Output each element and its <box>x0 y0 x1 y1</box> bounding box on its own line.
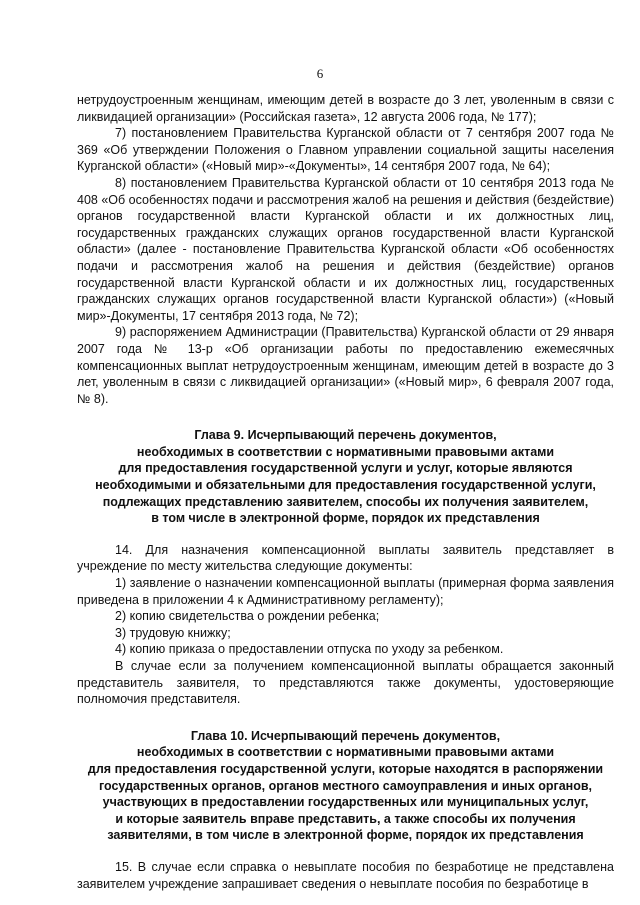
chapter-10-heading-line: для предоставления государственной услуги, которые находятся в распоряжении <box>87 761 604 776</box>
chapter-10-heading-line: заявителями, в том числе в электронной форме, порядок их представления <box>107 828 584 843</box>
paragraph-15: 15. В случае если справка о невыплате пособия по безработице не представлена заявителем учреждение запрашивает сведения о невыплате пособия по безработице в <box>77 859 614 891</box>
representative-paragraph: В случае если за получением компенсационной выплаты обращается законный представитель заявителя, то представляются также документы, удостоверяющие полномочия представителя. <box>77 659 614 707</box>
document-item-2: 2) копию свидетельства о рождении ребенка; <box>115 609 380 624</box>
chapter-9-heading-line: необходимых в соответствии с нормативными правовыми актами <box>136 444 555 459</box>
paragraph-14: 14. Для назначения компенсационной выплаты заявитель представляет в учреждение по месту жительства следующие документы: <box>77 542 614 574</box>
chapter-9-heading-line: в том числе в электронной форме, порядок их представления <box>151 511 540 526</box>
chapter-10-heading-line: и которые заявитель вправе представить, а также способы их получения <box>115 811 576 826</box>
continuation-paragraph: нетрудоустроенным женщинам, имеющим детей в возрасте до 3 лет, уволенным в связи с ликвидацией организации» (Российская газета», 12 августа 2006 года, № 177); <box>77 93 614 124</box>
chapter-9-heading-line: необходимыми и обязательными для предоставления государственной услуги, <box>95 478 596 493</box>
document-body <box>77 92 614 892</box>
chapter-10-heading-line: государственных органов, органов местного самоуправления и иных органов, <box>98 778 593 793</box>
document-item-3: 3) трудовую книжку; <box>115 625 231 640</box>
document-item-1: 1) заявление о назначении компенсационной выплаты (примерная форма заявления приведена в приложении 4 к Административному регламенту); <box>77 576 614 607</box>
chapter-9-heading <box>77 427 614 527</box>
chapter-10-heading-line: необходимых в соответствии с нормативными правовыми актами <box>136 745 555 760</box>
list-item-7: 7) постановлением Правительства Курганской области от 7 сентября 2007 года № 369 «Об утверждении Положения о Главном управлении социальной защиты населения Курганской области» («Новый мир»-«Документы», 14 сентября 2007 года, № 64); <box>77 126 614 174</box>
chapter-9-heading-line: Глава 9. Исчерпывающий перечень документов, <box>194 428 497 443</box>
document-item-4: 4) копию приказа о предоставлении отпуска по уходу за ребенком. <box>115 642 504 657</box>
chapter-10-heading-line: Глава 10. Исчерпывающий перечень документов, <box>190 728 501 743</box>
list-item-9: 9) распоряжением Администрации (Правительства) Курганской области от 29 января 2007 года № 13-р «Об организации работы по предоставлению ежемесячных компенсационных выплат нетрудоустроенным женщинам, имеющим детей в возрасте до 3 лет, уволенным в связи с ликвидацией организации» («Новый мир», 6 февраля 2007 года, № 8). <box>77 325 614 406</box>
page-number: 6 <box>316 66 324 81</box>
chapter-9-heading-line: подлежащих представлению заявителем, способы их получения заявителем, <box>102 494 589 509</box>
chapter-9-heading-line: для предоставления государственной услуги и услуг, которые являются <box>118 461 573 476</box>
chapter-10-heading <box>77 728 614 844</box>
list-item-8: 8) постановлением Правительства Курганской области от 10 сентября 2013 года № 408 «Об особенностях подачи и рассмотрения жалоб на решения и действия (бездействие) органов государственной власти Курганской области и их должностных лиц, государственных гражданских служащих органов государственной власти Курганской области» (далее - постановление Правительства Курганской области «Об особенностях подачи и рассмотрения жалоб на решения и действия (бездействие) органов государственной власти Курганской области и их должностных лиц, государственных гражданских служащих органов государственной власти Курганской области») («Новый мир»-Документы, 17 сентября 2013 года, № 72); <box>77 175 614 323</box>
chapter-10-heading-line: участвующих в предоставлении государственных или муниципальных услуг, <box>102 795 589 810</box>
